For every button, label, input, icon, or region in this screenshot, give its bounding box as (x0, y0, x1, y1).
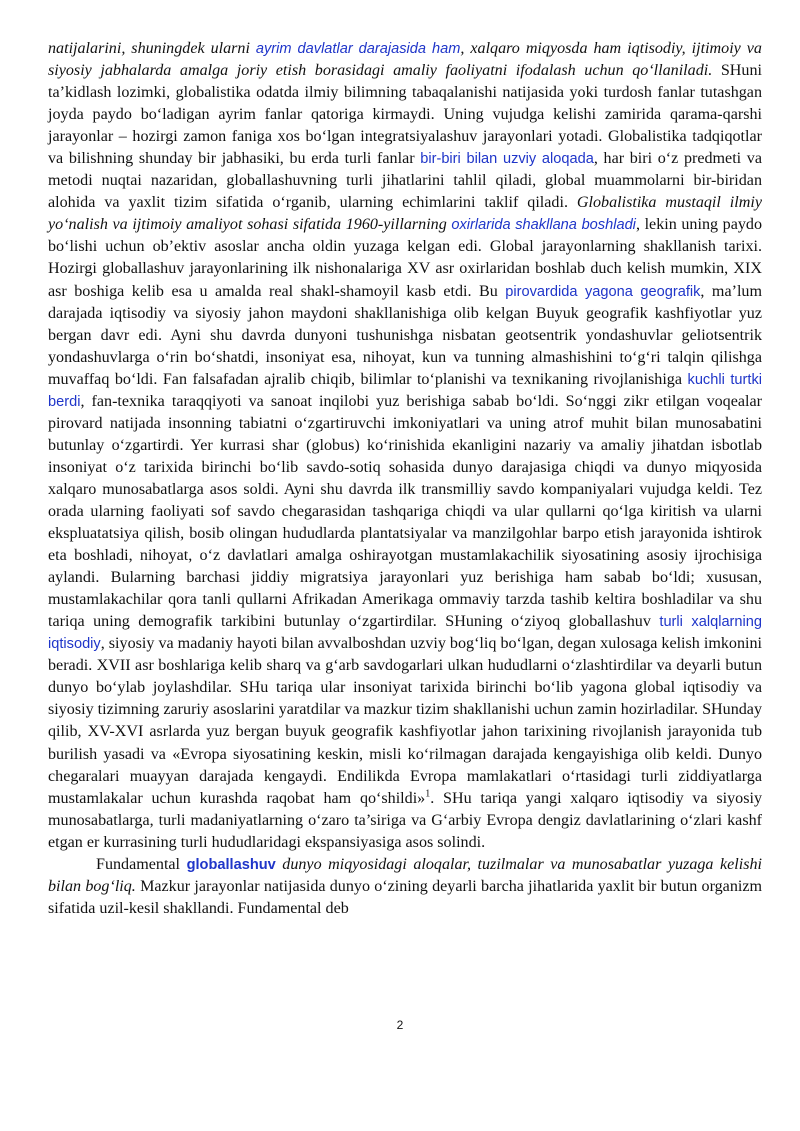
body-text: , ma’lum darajada iqtisodiy va siyosiy jahon maydoni shakllanishiga olib kelgan Buyuk geografik kashfiyotlar yuz bergan davr edi. Ayni shu davrda dunyoni tushunishga nisbatan geotsentrik yondashuvlar geliotsentrik yondashuvlarga o‘rin bo‘shatdi, insoniyat esa, nihoyat, kun va tunning almashishini to‘g‘ri talqin qilishga muvaffaq bo‘ldi. Fan falsafadan ajralib chiqib, bilimlar to‘planishi va texnikaning rivojlanishiga (48, 282, 762, 388)
hyperlink-oxirlarida-shakllana[interactable]: oxirlarida shakllana boshladi (451, 217, 636, 234)
page-number: 2 (396, 1018, 404, 1032)
italic-text: dunyo miqyosidagi aloqalar, tuzilmalar va munosabatlar yuzaga kelishi bilan bog‘liq. (48, 855, 763, 895)
hyperlink-turli-xalqlarning[interactable]: turli xalqlarning iqtisodiy (48, 614, 763, 653)
body-text: , fan-texnika taraqqiyoti va sanoat inqilobi yuz berishiga sabab bo‘ldi. So‘nggi zikr etilgan voqealar pirovard natijada insonning tabiatni o‘zgartiruvchi imkoniyatlari va uning atrof muhit bilan munosabatini butunlay o‘zgartirdi. Yer kurrasi shar (globus) ko‘rinishida ekanligini nazariy va amaliy jihatdan isbotlab insoniyat o‘z tarixida birinchi bo‘lib savdo-sotiq sohasida dunyo darajasiga chiqdi va dunyo miqyosida xalqaro munosabatlarga asos soldi. Ayni shu davrda ilk transmilliy savdo kompaniyalari vujudga keldi. Tez orada ularning faoliyati sof savdo chegarasidan tashqariga chiqdi va ular qullarni qo‘lga kiritish va ularni ekspluatatsiya qilish, bosib olingan hududlarda plantatsiyalar va manzilgohlar barpo etish jarayonida ishtirok eta boshladi, nihoyat, o‘z davlatlari amalga oshirayotgan mustamlakachilik siyosatining asosiy ijrochisiga aylandi. Bularning barchasi jiddiy migratsiya jarayonlari yuz berishiga ham sabab bo‘ldi; xususan, mustamlakachilar qora tanli qullarni Afrikadan Amerikaga ommaviy tarzda tashib keltira boshladilar va shu tariqa uning demografik tarkibini butunlay o‘zgartirdilar. SHuning o‘ziyoq globallashuv (48, 392, 762, 631)
italic-text: , xalqaro miqyosda ham iqtisodiy, ijtimoiy va siyosiy jabhalarda amalga joriy etish borasidagi amaliy faoliyatni ifodalash uchun qo‘llaniladi. (48, 40, 762, 80)
hyperlink-pirovardida-yagona[interactable]: pirovardida yagona geografik (505, 283, 701, 300)
footnote-reference[interactable]: 1 (425, 788, 431, 800)
body-text: , har biri o‘z predmeti va metodi nuqtai nazaridan, globallashuvning turli jihatlarini tahlil qiladi, global muammolarni bir-biridan alohida va yaxlit tizim sifatida o‘rganib, ularning echimlarini taklif qiladi. (48, 150, 762, 212)
body-text: SHuni ta’kidlash lozimki, globalistika odatda ilmiy bilimning tabaqalanishi natijasida yoki turdosh fanlar tutashgan joyda paydo bo‘ladigan ayrim fanlar qatoriga kirmaydi. Uning vujudga kelishi zamirida qarama-qarshi jarayonlar – hozirgi zamon faniga xos bo‘lgan integratsiyalashuv jarayonlari yotadi. Globalistika tadqiqotlar va bilishning shunday bir jabhasiki, bu erda turli fanlar (48, 62, 762, 168)
hyperlink-bir-biri-bilan[interactable]: bir-biri bilan uzviy aloqada (420, 151, 594, 168)
paragraph-2 (48, 854, 762, 920)
hyperlink-globallashuv[interactable]: globallashuv (186, 856, 276, 873)
hyperlink-ayrim-davlatlar[interactable]: ayrim davlatlar darajasida ham (255, 41, 461, 57)
hyperlink-kuchli-turtki[interactable]: kuchli turtki berdi (48, 371, 762, 410)
italic-text: natijalarini, shuningdek ularni (48, 40, 256, 57)
document-body (48, 38, 762, 920)
body-text: Fundamental (96, 855, 187, 873)
body-text: Mazkur jarayonlar natijasida dunyo o‘zining deyarli barcha jihatlarida yaxlit bir butun organizm sifatida uzil-kesil shakllandi. Fundamental deb (48, 877, 763, 917)
body-text: . SHu tariqa yangi xalqaro iqtisodiy va siyosiy munosabatlarga, turli madaniyatlarning o‘zaro ta’siriga va G‘arbiy Evropa dengiz davlatlarining o‘zlari kashf etgan er kurrasining turli hududlaridagi ekspansiyasiga asos solindi. (48, 789, 762, 851)
italic-text: Globalistika mustaqil ilmiy yo‘nalish va ijtimoiy amaliyot sohasi sifatida 1960-yillarning (48, 194, 762, 234)
paragraph-1 (48, 38, 762, 854)
body-text: , siyosiy va madaniy hayoti bilan avvalboshdan uzviy bog‘liq bo‘lgan, degan xulosaga kelish imkonini beradi. XVII asr boshlariga kelib sharq va g‘arb savdogarlari ulkan hududlarni o‘zlashtirdilar va deyarli butun dunyo bo‘ylab joylashdilar. SHu tariqa ular insoniyat tarixida birinchi bo‘lib yagona global iqtisodiy va siyosiy tizimning zaruriy asoslarini yaratdilar va mazkur tizim shakllanishi uchun zamin hozirladilar. SHunday qilib, XV-XVI asrlarda yuz bergan buyuk geografik kashfiyotlar jahon tarixining rivojlanish jarayonida tub burilish yasadi va «Evropa siyosatining keskin, misli ko‘rilmagan darajada kengayishiga olib keldi. Dunyo chegaralari muayyan darajada kengaydi. Endilikda Evropa mamlakatlari o‘rtasidagi turli ziddiyatlarga mustamlakalar uchun kurashda raqobat ham qo‘shildi» (48, 635, 762, 807)
body-text: , lekin uning paydo bo‘lishi uchun ob’ektiv asoslar ancha oldin yuzaga kelgan edi. Global jarayonlarning shakllanish tarixi. Hozirgi globallashuv jarayonlarining ilk nishonalariga XV asr oxirlaridan boshlab duch kelish mumkin, XIX asr boshiga kelib esa u amalda real shakl-shamoyil kasb etdi. Bu (48, 216, 762, 300)
